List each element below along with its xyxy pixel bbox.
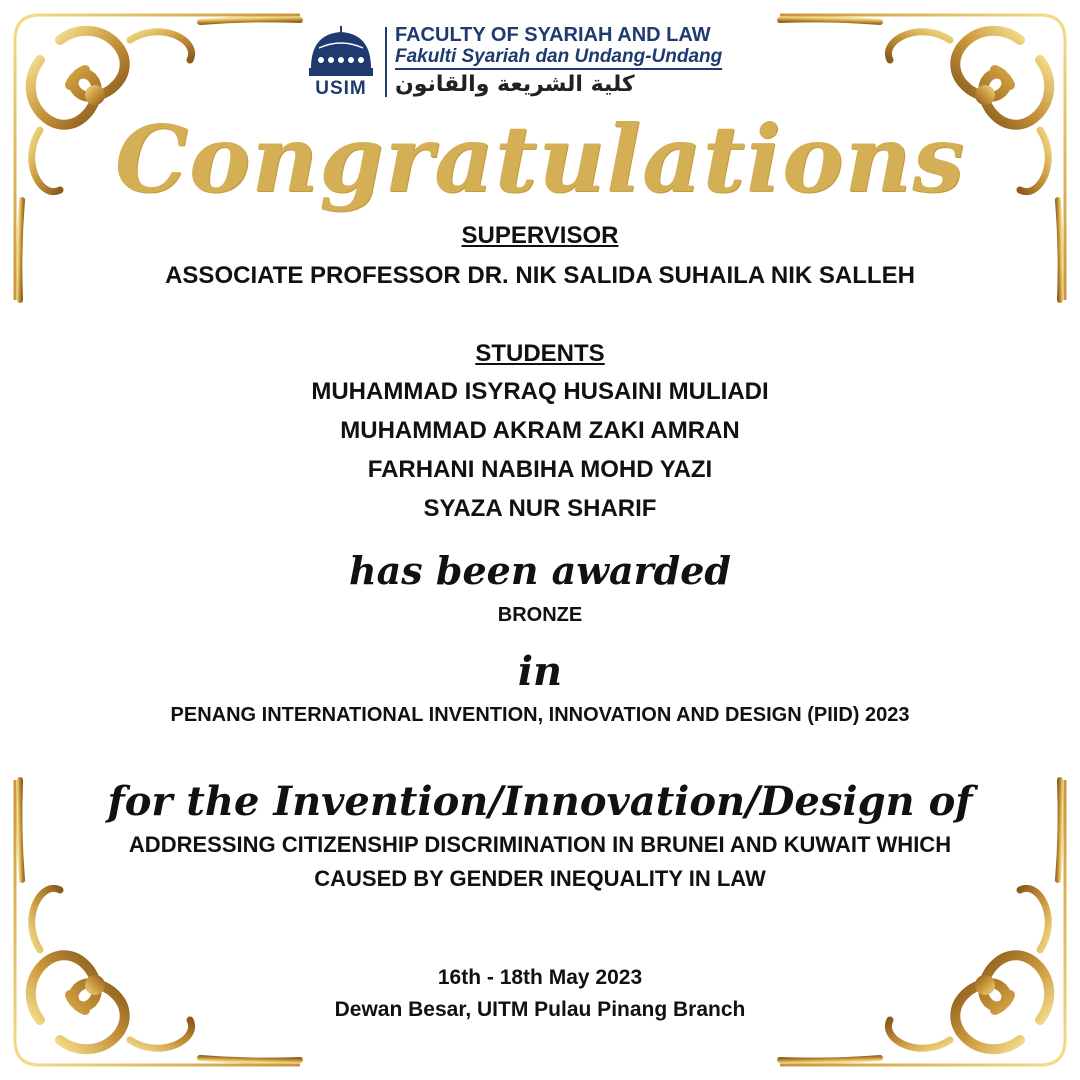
faculty-name-malay: Fakulti Syariah dan Undang-Undang bbox=[395, 46, 722, 70]
header-divider bbox=[385, 27, 387, 97]
supervisor-heading: SUPERVISOR bbox=[461, 222, 619, 249]
faculty-name-arabic: كلية الشريعة والقانون bbox=[395, 72, 635, 97]
event-venue: Dewan Besar, UITM Pulau Pinang Branch bbox=[334, 998, 746, 1021]
student-name: MUHAMMAD ISYRAQ HUSAINI MULIADI bbox=[311, 378, 769, 405]
faculty-header bbox=[305, 22, 722, 102]
mosque-dome-icon bbox=[305, 24, 377, 80]
student-name: MUHAMMAD AKRAM ZAKI AMRAN bbox=[340, 417, 740, 444]
awarded-text: has been awarded bbox=[349, 548, 731, 593]
supervisor-name: ASSOCIATE PROFESSOR DR. NIK SALIDA SUHAILA NIK SALLEH bbox=[165, 262, 915, 289]
for-invention-text: for the Invention/Innovation/Design of bbox=[107, 778, 973, 825]
in-text: in bbox=[517, 648, 563, 695]
event-name: PENANG INTERNATIONAL INVENTION, INNOVATION AND DESIGN (PIID) 2023 bbox=[170, 704, 910, 726]
event-date: 16th - 18th May 2023 bbox=[437, 966, 643, 989]
students-heading: STUDENTS bbox=[475, 340, 605, 367]
faculty-name-block bbox=[395, 24, 722, 100]
congratulations-title: Congratulations bbox=[114, 105, 966, 213]
project-title-line1: ADDRESSING CITIZENSHIP DISCRIMINATION IN BRUNEI AND KUWAIT WHICH bbox=[128, 832, 952, 857]
project-title-line2: CAUSED BY GENDER INEQUALITY IN LAW bbox=[314, 866, 766, 891]
faculty-name-english: FACULTY OF SYARIAH AND LAW bbox=[395, 24, 711, 46]
student-name: FARHANI NABIHA MOHD YAZI bbox=[367, 456, 713, 483]
award-medal: BRONZE bbox=[497, 604, 583, 626]
student-name: SYAZA NUR SHARIF bbox=[423, 495, 657, 522]
logo-text: USIM bbox=[315, 78, 367, 99]
usim-logo bbox=[305, 24, 377, 100]
